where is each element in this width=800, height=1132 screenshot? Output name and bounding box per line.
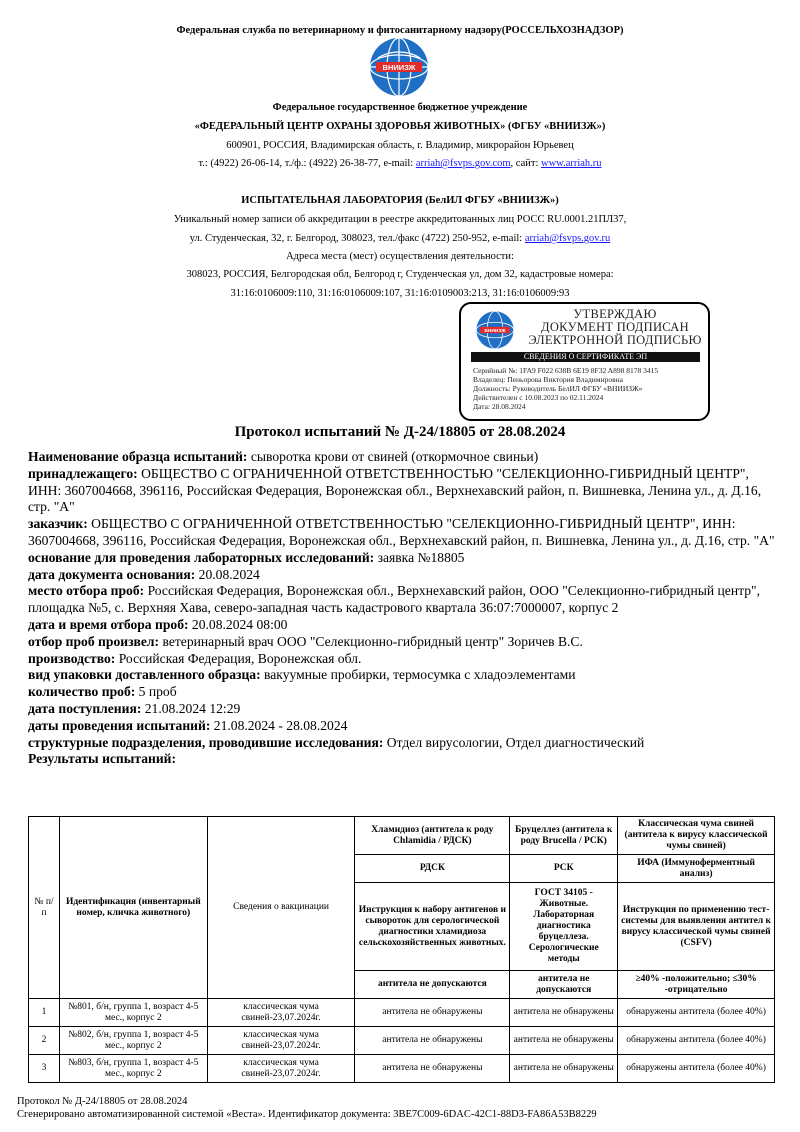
table-row: 1 №801, б/н, группа 1, возраст 4-5 мес., корпус 2 классическая чума свиней-23,07.2024г. антитела не обнаружены антитела не обнаружены обнаружены антитела (более 40%) — [29, 999, 775, 1027]
org-name: «ФЕДЕРАЛЬНЫЙ ЦЕНТР ОХРАНЫ ЗДОРОВЬЯ ЖИВОТНЫХ» (ФГБУ «ВНИИЗЖ») — [194, 121, 606, 132]
lab-email-link[interactable]: arriah@fsvps.gov.ru — [524, 233, 611, 244]
email-link[interactable]: arriah@fsvps.gov.com — [415, 158, 511, 169]
col-brucella-header: Бруцеллез (антитела к роду Brucella / РСК) — [510, 817, 618, 855]
stamp-position: Должность: Руководитель БелИЛ ФГБУ «ВНИИЗЖ» — [473, 384, 643, 393]
field-sampling-place: место отбора проб: Российская Федерация, Воронежская обл., Верхнехавский район, ООО "Селекционно-гибридный центр", площадка №5, с. Верхняя Хава, северо-западная часть кадастрового квартала 36:07:7000007, корпус 2 — [28, 583, 760, 616]
table-row: 2 №802, б/н, группа 1, возраст 4-5 мес., корпус 2 классическая чума свиней-23,07.2024г. антитела не обнаружены антитела не обнаружены обнаружены антитела (более 40%) — [29, 1027, 775, 1055]
field-sampled-by: отбор проб произвел: ветеринарный врач ООО "Селекционно-гибридный центр" Зоричев В.С. — [28, 633, 583, 649]
vniizzh-logo-icon — [368, 36, 430, 98]
norm-csf: ≥40% -положительно; ≤30% -отрицательно — [618, 971, 775, 999]
site-link[interactable]: www.arriah.ru — [541, 158, 602, 169]
norm-brucella: антитела не допускаются — [510, 971, 618, 999]
field-owner: принадлежащего: ОБЩЕСТВО С ОГРАНИЧЕННОЙ ОТВЕТСТВЕННОСТЬЮ "СЕЛЕКЦИОННО-ГИБРИДНЫЙ ЦЕНТР", ИНН: 3607004668, 396116, Российская Федерация, Воронежская обл., Верхнехавский район, п. Вишневка, Ленина ул., д. Д.16, стр. "А" — [28, 465, 762, 515]
field-departments: структурные подразделения, проводившие исследования: Отдел вирусологии, Отдел диагностический — [28, 734, 645, 750]
footer-generated: Сгенерировано автоматизированной системой «Веста». Идентификатор документа: 3BE7C009-6DAC-42C1-88D3-FA86A53B8229 — [17, 1109, 597, 1120]
field-production: производство: Российская Федерация, Воронежская обл. — [28, 650, 362, 666]
field-sample-name: Наименование образца испытаний: сыворотка крови от свиней (откормочное свиньи) — [28, 449, 539, 464]
field-basis-date: дата документа основания: 20.08.2024 — [28, 566, 260, 582]
col-num-header: № п/п — [29, 817, 60, 999]
method-brucella: РСК — [510, 855, 618, 883]
method-csf: ИФА (Иммуноферментный анализ) — [618, 855, 775, 883]
contacts-prefix: т.: (4922) 26-06-14, т./ф.: (4922) 26-38-77, e-mail: — [198, 158, 416, 169]
site-prefix: , сайт: — [510, 158, 541, 169]
e-signature-stamp — [459, 302, 710, 421]
field-customer: заказчик: ОБЩЕСТВО С ОГРАНИЧЕННОЙ ОТВЕТСТВЕННОСТЬЮ "СЕЛЕКЦИОННО-ГИБРИДНЫЙ ЦЕНТР", ИНН: 3607004668, 396116, Российская Федерация, Воронежская обл., Верхнехавский район, п. Вишневка, Ленина ул., д. Д.16, стр. "А" — [28, 516, 775, 548]
table-row: 3 №803, б/н, группа 1, возраст 4-5 мес., корпус 2 классическая чума свиней-23,07.2024г. антитела не обнаружены антитела не обнаружены обнаружены антитела (более 40%) — [29, 1055, 775, 1083]
lab-address-prefix: ул. Студенческая, 32, г. Белгород, 308023, тел./факс (4722) 250-952, e-mail: — [189, 233, 525, 244]
logo-text: ВНИИЗЖ — [382, 63, 416, 72]
col-chlamydia-header: Хламидиоз (антитела к роду Chlamidia / РДСК) — [355, 817, 510, 855]
field-test-dates: даты проведения испытаний: 21.08.2024 - 28.08.2024 — [28, 717, 348, 733]
stamp-approve: УТВЕРЖДАЮ — [573, 307, 657, 321]
field-packaging: вид упаковки доставленного образца: вакуумные пробирки, термосумка с хладоэлементами — [28, 667, 576, 683]
stamp-valid: Действителен с 10.08.2023 по 02.11.2024 — [473, 393, 604, 402]
field-received: дата поступления: 21.08.2024 12:29 — [28, 700, 241, 716]
activity-address: 308023, РОССИЯ, Белгородская обл, Белгород г, Студенческая ул, дом 32, кадастровые номера: — [186, 269, 614, 280]
sample-details — [28, 449, 780, 768]
stamp-cert-bar: СВЕДЕНИЯ О СЕРТИФИКАТЕ ЭП — [471, 352, 700, 362]
results-heading: Результаты испытаний: — [28, 751, 177, 767]
results-table — [28, 816, 775, 1083]
stamp-signed: ДОКУМЕНТ ПОДПИСАН — [541, 320, 689, 334]
doc-chlamydia: Инструкция к набору антигенов и сывороток для серологической диагностики хламидиоза сельскохозяйственных животных. — [355, 883, 510, 971]
lab-address — [0, 232, 800, 245]
org-contacts — [0, 157, 800, 170]
stamp-owner: Владелец: Пеньорова Виктория Владимировна — [473, 375, 623, 384]
footer-protocol: Протокол № Д-24/18805 от 28.08.2024 — [17, 1096, 188, 1107]
stamp-date: Дата: 28.08.2024 — [473, 402, 526, 411]
norm-chlamydia: антитела не допускаются — [355, 971, 510, 999]
protocol-title: Протокол испытаний № Д-24/18805 от 28.08.2024 — [234, 424, 566, 440]
org-address: 600901, РОССИЯ, Владимирская область, г. Владимир, микрорайон Юрьевец — [226, 140, 574, 151]
agency-name: Федеральная служба по ветеринарному и фитосанитарному надзору(РОССЕЛЬХОЗНАДЗОР) — [176, 25, 624, 36]
org-type: Федеральное государственное бюджетное учреждение — [272, 102, 528, 113]
col-vacc-header: Сведения о вакцинации — [207, 817, 355, 999]
field-basis: основание для проведения лабораторных исследований: заявка №18805 — [28, 549, 465, 565]
activity-title: Адреса места (мест) осуществления деятельности: — [286, 251, 514, 262]
col-id-header: Идентификация (инвентарный номер, кличка животного) — [59, 817, 207, 999]
col-csf-header: Классическая чума свиней (антитела к вирусу классической чумы свиней) — [618, 817, 775, 855]
method-chlamydia: РДСК — [355, 855, 510, 883]
cadastral-numbers: 31:16:0106009:110, 31:16:0106009:107, 31:16:0109003:213, 31:16:0106009:93 — [230, 288, 570, 299]
stamp-logo-text: ВНИИЗЖ — [484, 328, 506, 334]
stamp-e-signature: ЭЛЕКТРОННОЙ ПОДПИСЬЮ — [528, 333, 702, 347]
doc-brucella: ГОСТ 34105 - Животные. Лабораторная диагностика бруцеллеза. Серологические методы — [510, 883, 618, 971]
lab-accreditation: Уникальный номер записи об аккредитации в реестре аккредитованных лиц РОСС RU.0001.21ПЛ37, — [173, 214, 627, 225]
field-sample-count: количество проб: 5 проб — [28, 684, 177, 700]
field-sampling-datetime: дата и время отбора проб: 20.08.2024 08:00 — [28, 616, 288, 632]
stamp-logo-icon — [475, 310, 515, 350]
doc-csf: Инструкция по применению тест-системы для выявления антител к вирусу классической чумы свиней (CSFV) — [618, 883, 775, 971]
stamp-serial: Серийный №: 1FA9 F022 638B 6E19 8F32 A898 8178 3415 — [473, 366, 659, 375]
lab-name: ИСПЫТАТЕЛЬНАЯ ЛАБОРАТОРИЯ (БелИЛ ФГБУ «ВНИИЗЖ») — [241, 195, 559, 206]
